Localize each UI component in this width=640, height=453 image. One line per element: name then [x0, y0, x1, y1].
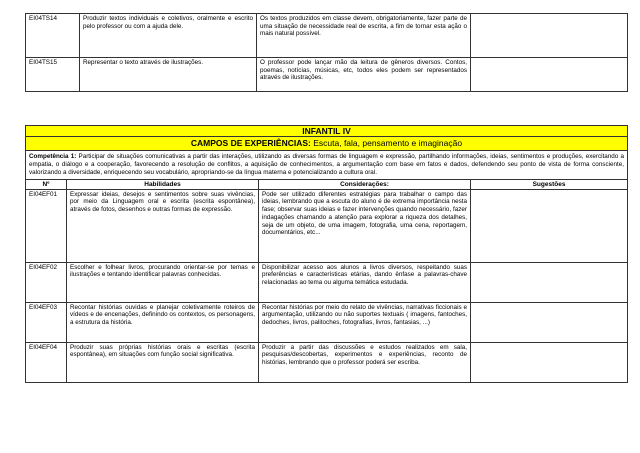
suggestion-cell: [471, 302, 628, 342]
consideration-text: Os textos produzidos em classe devem, obrigatoriamente, fazer parte de uma situação de necessidade real de escrita, a fim de tornar esta ação o mais natural possível.: [257, 14, 471, 58]
curriculum-table: [25, 125, 628, 383]
suggestion-cell: [471, 58, 628, 92]
competency-text: [26, 151, 628, 180]
skill-text: Representar o texto através de ilustrações.: [80, 58, 257, 92]
skill-text: Escolher e folhear livros, procurando orientar-se por temas e ilustrações e tentando identificar palavras conhecidas.: [67, 262, 259, 302]
competency-label: Competência 1:: [29, 153, 77, 160]
header-skills: Habilidades: [67, 179, 259, 189]
consideration-text: O professor pode lançar mão da leitura de gêneros diversos. Contos, poemas, notícias, músicas, etc, todos eles podem ser representados através de ilustrações.: [257, 58, 471, 92]
skill-code: EI04EF04: [26, 342, 67, 382]
title-row: [26, 126, 628, 137]
suggestion-cell: [471, 189, 628, 262]
skill-text: Expressar ideias, desejos e sentimentos sobre suas vivências, por meio da Linguagem oral e escrita (escrita espontânea), através de fotos, desenhos e outras formas de expressão.: [67, 189, 259, 262]
consideration-text: Produzir a partir das discussões e estudos realizados em sala, pesquisas/descobertas, experimentos e experiências, reconto de histórias, lembrando que o professor poderá ser escriba.: [259, 342, 471, 382]
subtitle-label: CAMPOS DE EXPERIÊNCIAS:: [190, 138, 311, 148]
table-row: [26, 58, 628, 92]
skill-text: Produzir suas próprias histórias orais e escritas (escrita espontânea), em situações com função social significativa.: [67, 342, 259, 382]
competency-row: [26, 151, 628, 180]
consideration-text: Recontar histórias por meio do relato de vivências, narrativas ficcionais e argumentação, utilizando ou não suportes textuais ( imagens, fantoches, dedoches, livros, palitoches, fotografias, livros, fantasias, ...): [259, 302, 471, 342]
page-title: INFANTIL IV: [26, 126, 628, 137]
skill-text: Produzir textos individuais e coletivos, oralmente e escrito pelo professor ou com a ajuda dele.: [80, 14, 257, 58]
header-num: Nº: [26, 179, 67, 189]
skill-code: EI04TS15: [26, 58, 80, 92]
table-row: [26, 14, 628, 58]
header-row: [26, 179, 628, 189]
table-row: [26, 189, 628, 262]
skill-code: EI04EF01: [26, 189, 67, 262]
table-row: [26, 342, 628, 382]
header-considerations: Considerações:: [259, 179, 471, 189]
table-row: [26, 302, 628, 342]
skill-text: Recontar histórias ouvidas e planejar coletivamente roteiros de vídeos e de encenações, definindo os contextos, os personagens, a estrutura da história.: [67, 302, 259, 342]
table-row: [26, 262, 628, 302]
previous-page-table: [25, 13, 628, 92]
skill-code: EI04TS14: [26, 14, 80, 58]
skill-code: EI04EF03: [26, 302, 67, 342]
consideration-text: Pode ser utilizado diferentes estratégias para trabalhar o campo das ideias, lembrando que a escuta do aluno é de extrema importância nesta fase; observar suas ideias e fazer intervenções quando necessário, fazer indagações chamando a atenção para explorar a riqueza dos detalhes, seja de um objeto, de uma imagem, fotografia, uma cena, reportagem, documentários, etc...: [259, 189, 471, 262]
suggestion-cell: [471, 262, 628, 302]
suggestion-cell: [471, 14, 628, 58]
consideration-text: Disponibilizar acesso aos alunos a livros diversos, respeitando suas preferências e características etárias, dando ênfase a palavras-chave relacionadas ao tema ou alguma temática estudada.: [259, 262, 471, 302]
skill-code: EI04EF02: [26, 262, 67, 302]
subtitle-text: Escuta, fala, pensamento e imaginação: [310, 138, 463, 148]
suggestion-cell: [471, 342, 628, 382]
header-suggestions: Sugestões: [471, 179, 628, 189]
experience-field-title: [26, 137, 628, 151]
subtitle-row: [26, 137, 628, 151]
competency-description: Participar de situações comunicativas a partir das interações, utilizando as diversas formas de linguagem e expressão, partilhando informações, ideias, sentimentos e produções, exercitando a empatia, o diálogo e a cooperação, favorecendo a resolução de conflitos, a aquisição de conhecimentos, a argumentação com base em fatos e dados, defendendo seu ponto de vista de forma consciente, valorizando a diversidade, enriquecendo seu vocabulário, apropriando-se da língua materna e potencializando a cultura oral.: [29, 153, 624, 176]
